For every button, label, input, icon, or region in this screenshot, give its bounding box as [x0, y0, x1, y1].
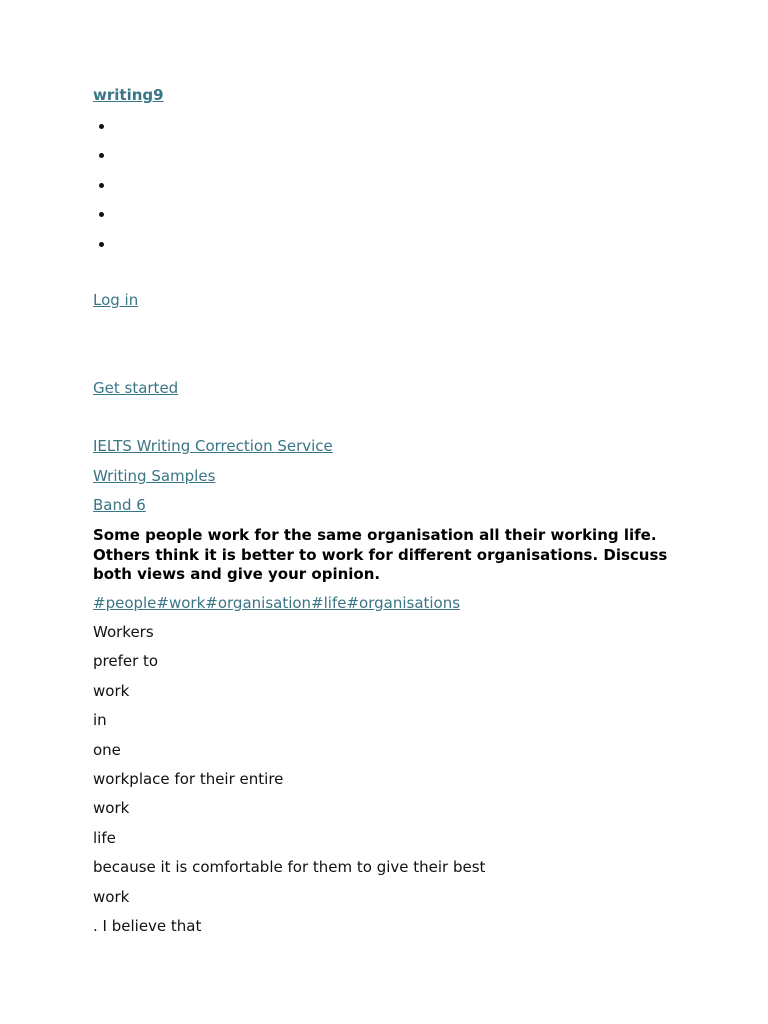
essay-prompt: Some people work for the same organisation all their working life. Others think it is better to work for different organisations. Discuss both views and give your opinion.: [93, 526, 668, 584]
essay-segment: because it is comfortable for them to give their best: [93, 858, 486, 877]
essay-segment: work: [93, 887, 130, 906]
essay-body: [93, 623, 485, 946]
nav-menu: [93, 114, 115, 261]
essay-segment: in: [93, 711, 107, 730]
essay-segment: prefer to: [93, 652, 159, 671]
essay-segment: work: [93, 799, 130, 818]
breadcrumb-writing-samples[interactable]: Writing Samples: [93, 467, 216, 485]
breadcrumb-band[interactable]: Band 6: [93, 496, 146, 514]
essay-tags[interactable]: #people#work#organisation#life#organisations: [93, 594, 461, 612]
login-link[interactable]: Log in: [93, 291, 139, 309]
get-started-link[interactable]: Get started: [93, 379, 179, 397]
essay-segment: Workers: [93, 623, 154, 641]
breadcrumb-correction-service[interactable]: IELTS Writing Correction Service: [93, 437, 333, 455]
essay-segment: life: [93, 828, 116, 847]
essay-segment: work: [93, 681, 130, 700]
essay-segment: one: [93, 740, 121, 759]
logo-link[interactable]: writing9: [93, 86, 164, 104]
essay-segment: workplace for their entire: [93, 769, 284, 788]
essay-segment: . I believe that: [93, 916, 202, 935]
